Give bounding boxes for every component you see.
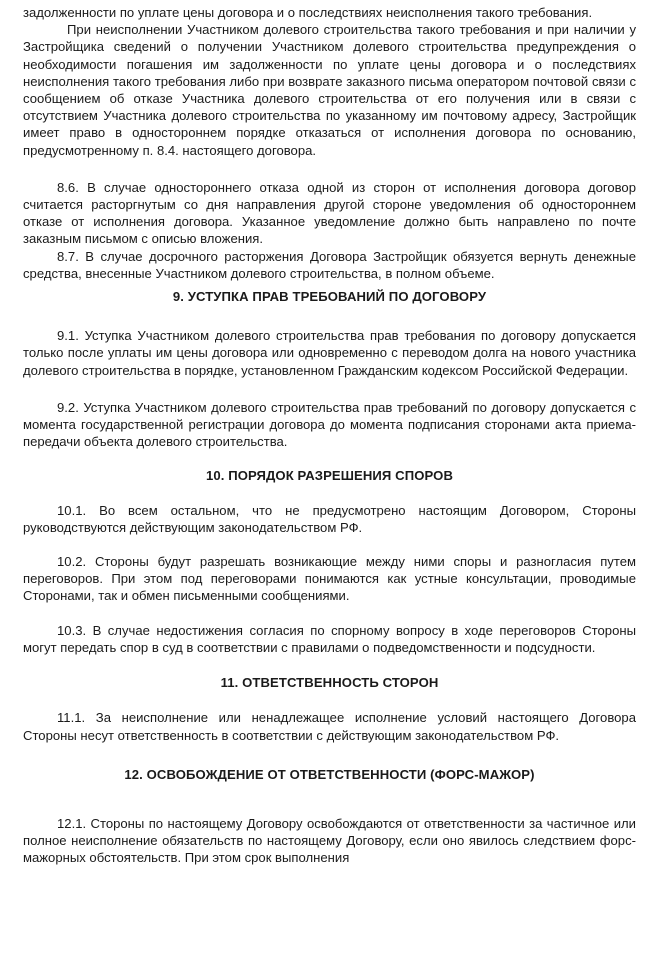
paragraph-8-5-nonfulfillment: При неисполнении Участником долевого строительства такого требования и при наличии у Застройщика сведений о получении Участником долевого строительства предупреждения о необходимости погашения им задолженности по уплате цены договора и о последствиях неисполнения такого требования либо при возврате заказного письма оператором почтовой связи с сообщением об отказе Участника долевого строительства от его получения или в связи с отсутствием Участника долевого строительства по указанному им почтовому адресу, Застройщик имеет право в одностороннем порядке отказаться от исполнения договора по основанию, предусмотренному п. 8.4. настоящего договора. (23, 22, 636, 158)
section-heading-12: 12. ОСВОБОЖДЕНИЕ ОТ ОТВЕТСТВЕННОСТИ (ФОРС-МАЖОР) (124, 766, 535, 782)
section-heading-11: 11. ОТВЕТСТВЕННОСТЬ СТОРОН (220, 675, 439, 691)
paragraph-9-2: 9.2. Уступка Участником долевого строительства прав требований по договору допускается с момента государственной регистрации договора до момента подписания сторонами акта приема-передачи объекта долевого строительства. (23, 399, 636, 450)
paragraph-10-2: 10.2. Стороны будут разрешать возникающие между ними споры и разногласия путем переговоров. При этом под переговорами понимаются как устные консультации, проводимые Сторонами, так и обмен письменными сообщениями. (23, 554, 636, 604)
paragraph-8-5-continuation: задолженности по уплате цены договора и о последствиях неисполнения такого требования. (23, 5, 593, 20)
paragraph-10-1: 10.1. Во всем остальном, что не предусмотрено настоящим Договором, Стороны руководствуются действующим законодательством РФ. (23, 502, 636, 535)
section-heading-9: 9. УСТУПКА ПРАВ ТРЕБОВАНИЙ ПО ДОГОВОРУ (172, 289, 487, 305)
paragraph-10-3: 10.3. В случае недостижения согласия по спорному вопросу в ходе переговоров Стороны могут передать спор в суд в соответствии с правилами о подведомственности и подсудности. (23, 622, 636, 655)
paragraph-9-1: 9.1. Уступка Участником долевого строительства прав требования по договору допускается только после уплаты им цены договора или одновременно с переводом долга на нового участника долевого строительства в порядке, установленном Гражданским кодексом Российской Федерации. (23, 328, 636, 378)
paragraph-8-6: 8.6. В случае одностороннего отказа одной из сторон от исполнения договора договор считается расторгнутым со дня направления другой стороне уведомления об одностороннем отказе от исполнения договора. Указанное уведомление должно быть направлено по почте заказным письмом с описью вложения. (23, 179, 636, 247)
section-heading-10: 10. ПОРЯДОК РАЗРЕШЕНИЯ СПОРОВ (205, 468, 454, 484)
paragraph-11-1: 11.1. За неисполнение или ненадлежащее исполнение условий настоящего Договора Стороны несут ответственность в соответствии с действующим законодательством РФ. (23, 710, 636, 743)
paragraph-12-1: 12.1. Стороны по настоящему Договору освобождаются от ответственности за частичное или полное неисполнение обязательств по настоящему Договору, если оно явилось следствием форс-мажорных обстоятельств. При этом срок выполнения (23, 815, 636, 866)
paragraph-8-7: 8.7. В случае досрочного расторжения Договора Застройщик обязуется вернуть денежные средства, внесенные Участником долевого строительства, в полном объеме. (23, 248, 636, 281)
